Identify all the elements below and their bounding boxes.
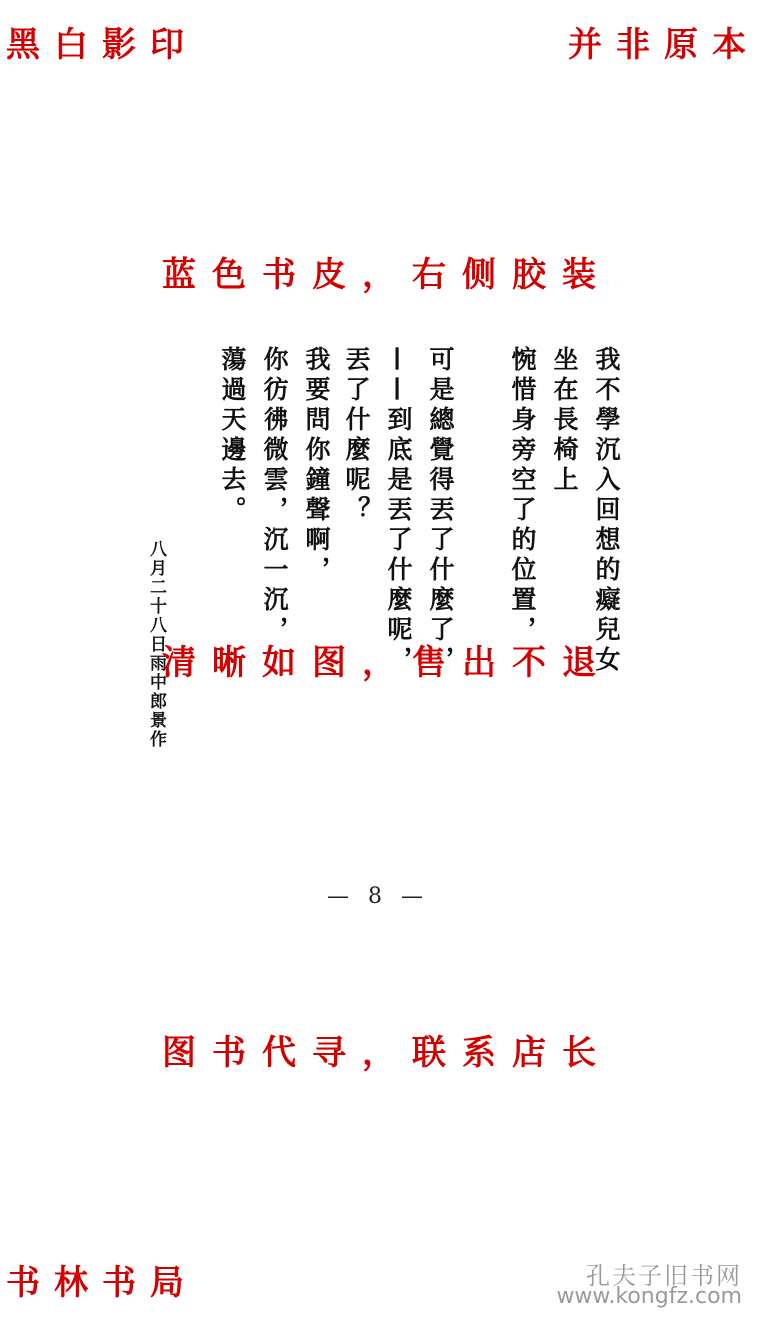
page-number: — 8 — bbox=[327, 884, 429, 909]
poem-line-2: 坐在長椅上 bbox=[550, 346, 579, 496]
label-top-left: 黑白影印 bbox=[6, 25, 198, 65]
poem-line-3: 惋惜身旁空了的位置， bbox=[508, 346, 537, 646]
label-top-right: 并非原本 bbox=[568, 25, 760, 65]
poem-line-4: 可是總覺得丟了什麼了， bbox=[426, 346, 455, 676]
label-bookstore: 书林书局 bbox=[6, 1263, 198, 1303]
poem-line-1: 我不學沉入回想的癡兒女 bbox=[592, 346, 621, 676]
label-book-search: 图书代寻，联系店长 bbox=[162, 1033, 612, 1073]
label-clarity: 清晰如图，售出不退 bbox=[162, 643, 612, 683]
poem-line-6: 丟了什麼呢？ bbox=[342, 346, 371, 526]
poem-line-8: 你彷彿微雲，沉一沉， bbox=[260, 346, 289, 646]
poem-line-9: 蕩過天邊去。 bbox=[218, 346, 247, 526]
poem-line-7: 我要問你鐘聲啊， bbox=[302, 346, 331, 586]
watermark-name: 孔夫子旧书网 bbox=[586, 1262, 742, 1290]
label-cover-binding: 蓝色书皮，右侧胶装 bbox=[162, 255, 612, 295]
watermark-url: www.kongfz.com bbox=[556, 1284, 742, 1309]
poem-line-5: ——到底是丟了什麼呢， bbox=[384, 346, 413, 676]
poem-signature: 八月二十八日雨中郎景作 bbox=[146, 540, 166, 749]
